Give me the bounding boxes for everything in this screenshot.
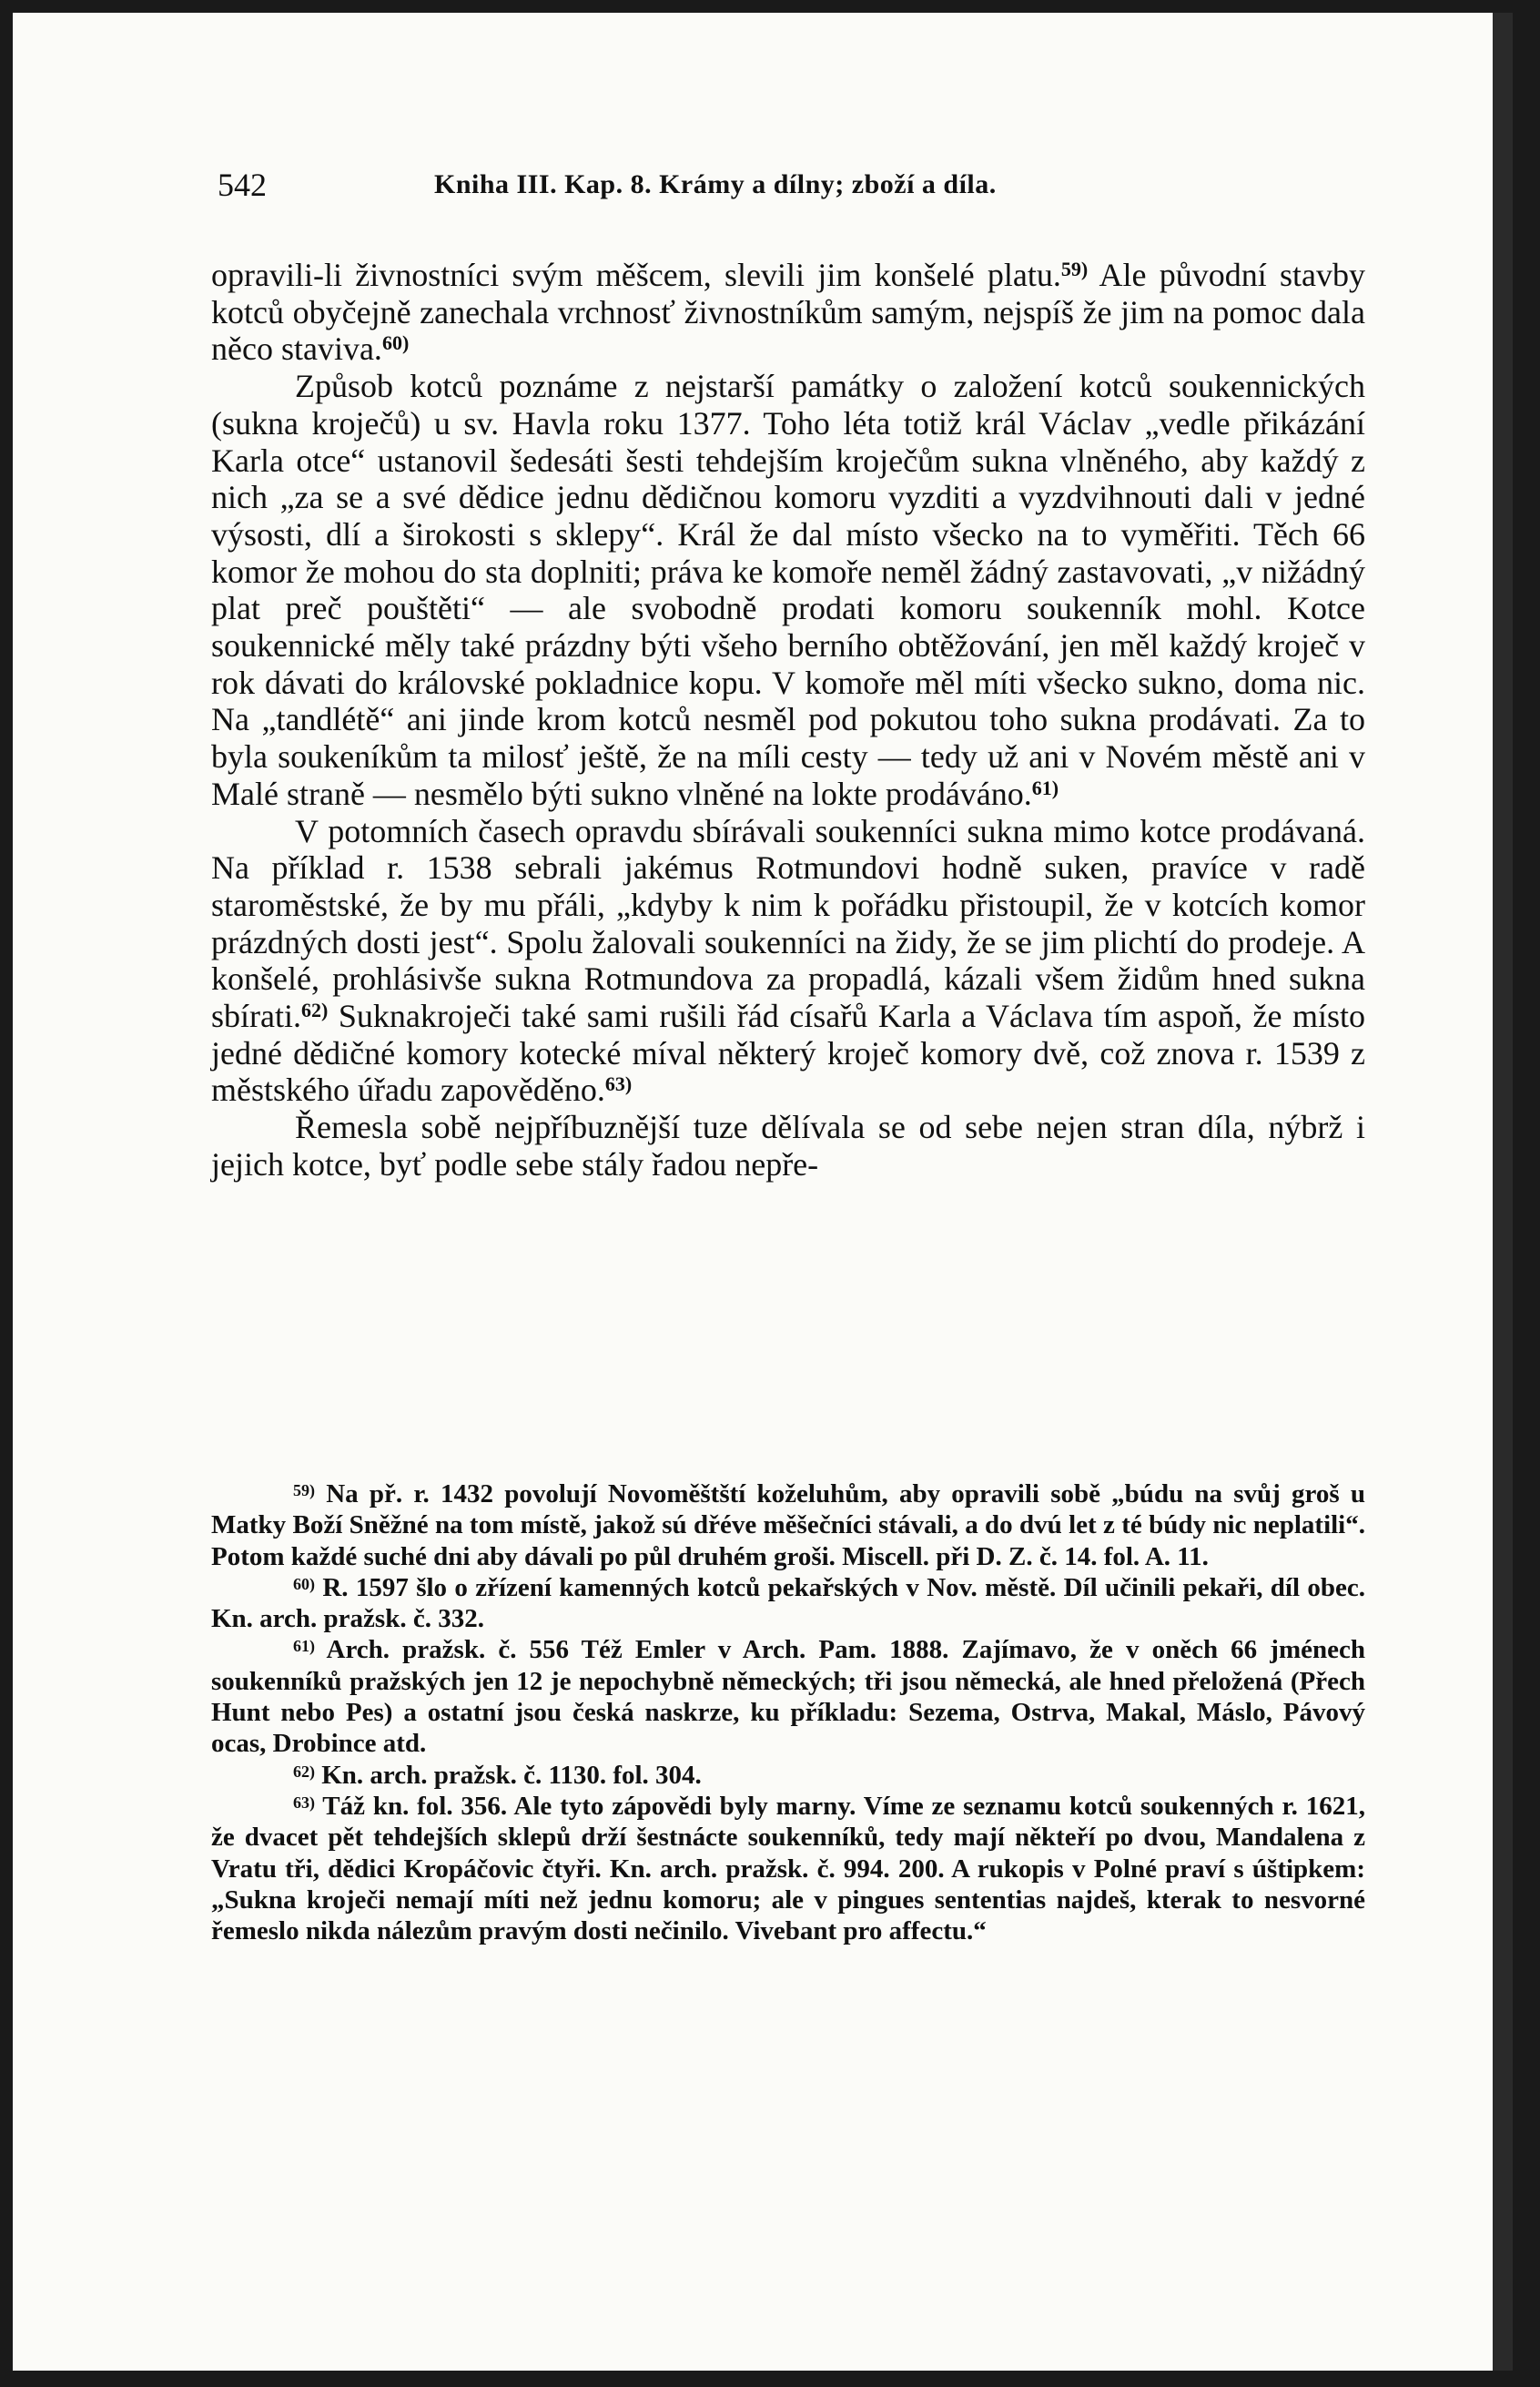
main-text — [211, 257, 1365, 1183]
paragraph — [211, 368, 1365, 812]
footnote-mark: 62) — [293, 1762, 315, 1781]
footnote — [211, 1478, 1365, 1572]
footnote-ref: 63) — [604, 1072, 633, 1096]
footnote-text: R. 1597 šlo o zřízení kamenných kotců pekařských v Nov. městě. Díl učinili pekaři, díl obec. Kn. arch. pražsk. č. 332. — [211, 1572, 1365, 1634]
footnote-mark: 63) — [293, 1793, 315, 1812]
footnote — [211, 1572, 1365, 1635]
footnote-text: Na př. r. 1432 povolují Novoměštští koželuhům, aby opravili sobě „búdu na svůj groš u Matky Boží Sněžné na tom místě, jakož sú dřéve měšečníci stávali, a do dvú let z té búdy nic neplatili“. Potom každé suché dni aby dávali po půl druhém groši. Miscell. při D. Z. č. 14. fol. A. 11. — [211, 1479, 1365, 1571]
footnote-mark: 59) — [293, 1481, 315, 1499]
paragraph — [211, 1109, 1365, 1183]
footnote — [211, 1760, 1365, 1791]
footnote — [211, 1634, 1365, 1759]
paragraph — [211, 257, 1365, 368]
page-number: 542 — [218, 167, 267, 203]
footnote-text: Arch. pražsk. č. 556 Též Emler v Arch. Pam. 1888. Zajímavo, že v oněch 66 jménech soukenníků pražských jen 12 je nepochybně německých; tři jsou německá, ale hned přeložená (Přech Hunt nebo Pes) a ostatní jsou česká naskrze, ku příkladu: Sezema, Ostrva, Makal, Máslo, Pávový ocas, Drobince atd. — [211, 1635, 1365, 1759]
footnotes — [211, 1478, 1365, 1946]
paragraph-text: Řemesla sobě nejpříbuznější tuze dělívala se od sebe nejen stran díla, nýbrž i jejich kotce, byť podle sebe stály řadou nepře- — [211, 1109, 1365, 1183]
footnote — [211, 1791, 1365, 1946]
paragraph-text: Suknakroječi také sami rušili řád císařů Karla a Václava tím aspoň, že místo jedné dědičné komory kotecké míval některý kroječ komory dvě, což znova r. 1539 z městského úřadu zapověděno. — [211, 998, 1365, 1109]
footnote-text: Kn. arch. pražsk. č. 1130. fol. 304. — [315, 1760, 702, 1790]
footnote-mark: 60) — [293, 1574, 315, 1593]
paragraph — [211, 813, 1365, 1110]
footnote-ref: 62) — [300, 999, 329, 1022]
paragraph-text: V potomních časech opravdu sbírávali soukenníci sukna mimo kotce prodávaná. Na příklad r. 1538 sebrali jakémus Rotmundovi hodně suken, pravíce v radě staroměstské, že by mu přáli, „kdyby k nim k pořádku přistoupil, že v kotcích komor prázdných dosti jest“. Spolu žalovali soukenníci na židy, že se jim plichtí do prodeje. A konšelé, prohlásivše sukna Rotmundova za propadlá, kázali všem židům hned sukna sbírati. — [211, 812, 1365, 1035]
page-header — [218, 166, 1219, 209]
running-head: Kniha III. Kap. 8. Krámy a dílny; zboží a díla. — [434, 169, 997, 199]
footnote-ref: 60) — [381, 331, 410, 355]
footnote-ref: 59) — [1060, 258, 1089, 280]
footnote-mark: 61) — [293, 1637, 315, 1656]
paragraph-text: Ale původní stavby kotců obyčejně zanechala vrchnosť živnostníkům samým, nejspíš že jim na pomoc dala něco staviva. — [211, 257, 1366, 368]
paragraph-text: Způsob kotců poznáme z nejstarší památky o založení kotců soukennických (sukna kroječů) u sv. Havla roku 1377. Toho léta totiž král Václav „vedle přikázání Karla otce“ ustanovil šedesáti šesti tehdejším kroječům sukna vlněného, aby každý z nich „za se a své dědice jednu dědičnou komoru vyzditi a vyzdvihnouti dali v jedné výsosti, dlí a širokosti s sklepy“. Král že dal místo všecko na to vyměřiti. Těch 66 komor že mohou do sta doplniti; práva ke komoře neměl žádný zastavovati, „v nižádný plat preč pouštěti“ — ale svobodně prodati komoru soukenník mohl. Kotce soukennické měly také prázdny býti všeho berního obtěžování, jen měl každý kroječ v rok dávati do královské pokladnice kopu. V komoře měl míti všecko sukno, doma nic. Na „tandlétě“ ani jinde krom kotců nesměl pod pokutou toho sukna prodávati. Za to byla soukeníkům ta milosť ještě, že na míli cesty — tedy už ani v Novém městě ani v Malé straně — nesmělo býti sukno vlněné na lokte prodáváno. — [211, 368, 1365, 812]
paragraph-text: opravili-li živnostníci svým měšcem, slevili jim konšelé platu. — [211, 257, 1061, 293]
footnote-text: Táž kn. fol. 356. Ale tyto zápovědi byly marny. Víme ze seznamu kotců soukenných r. 1621, že dvacet pět tehdejších sklepů drží šestnácte soukenníků, tedy mají někteří po dvou, Mandalena z Vratu tři, dědici Kropáčovic čtyři. Kn. arch. pražsk. č. 994. 200. A rukopis v Polné praví s úštipkem: „Sukna kroječi nemají míti než jednu komoru; ale v pingues sententias najdeš, kterak to nesvorné řemeslo nikda nálezům pravým dosti nečinilo. Vivebant pro affectu.“ — [211, 1791, 1365, 1946]
footnote-ref: 61) — [1031, 776, 1059, 799]
